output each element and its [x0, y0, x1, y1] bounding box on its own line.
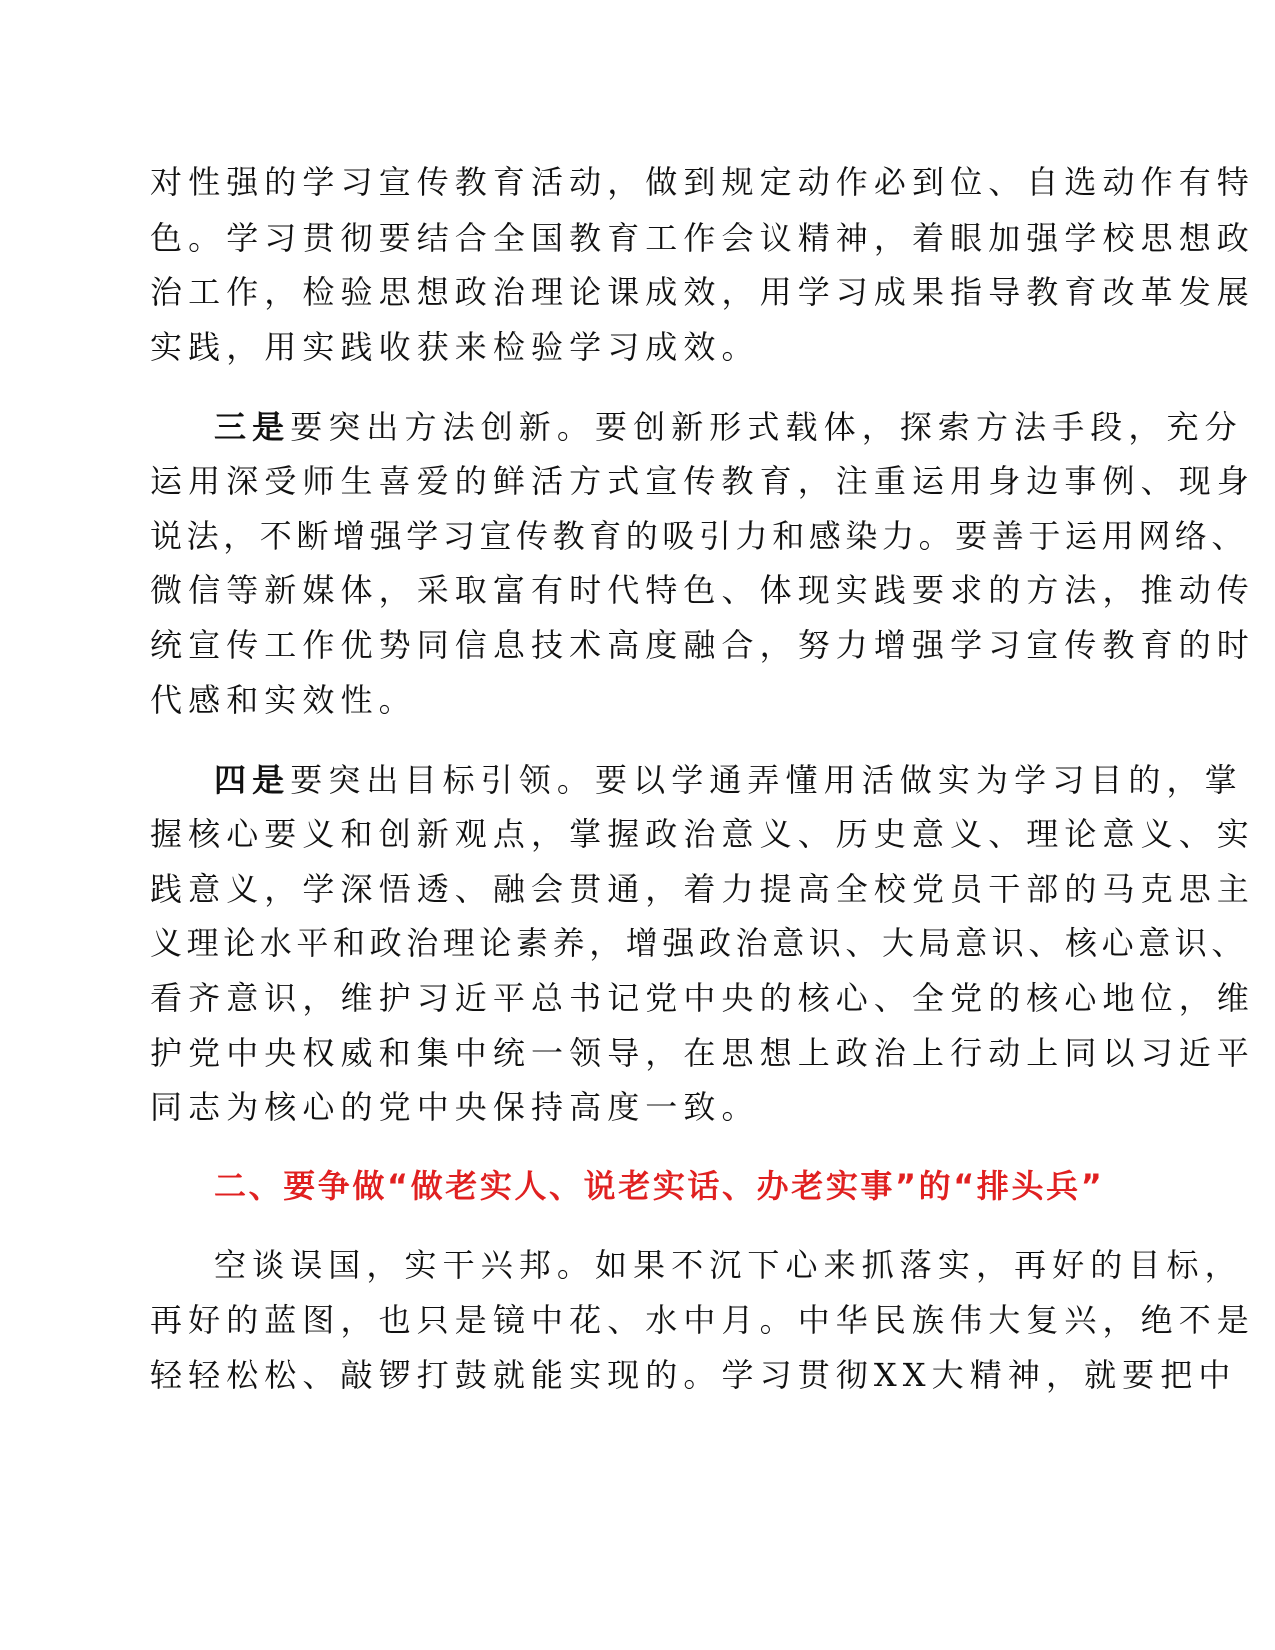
paragraph-line: 践意义，学深悟透、融会贯通，着力提高全校党员干部的马克思主	[150, 870, 1255, 908]
paragraph-line: 实践，用实践收获来检验学习成效。	[150, 328, 760, 366]
paragraph-line: 代感和实效性。	[150, 681, 417, 719]
paragraph-line: 握核心要义和创新观点，掌握政治意义、历史意义、理论意义、实	[150, 815, 1255, 853]
paragraph-line: 对性强的学习宣传教育活动，做到规定动作必到位、自选动作有特	[150, 163, 1255, 201]
paragraph-line: 看齐意识，维护习近平总书记党中央的核心、全党的核心地位，维	[150, 979, 1255, 1017]
paragraph-first-line-text: 要突出目标引领。要以学通弄懂用活做实为学习目的，掌	[290, 761, 1243, 799]
paragraph-line: 说法，不断增强学习宣传教育的吸引力和感染力。要善于运用网络、	[150, 517, 1249, 555]
paragraph-line: 护党中央权威和集中统一领导，在思想上政治上行动上同以习近平	[150, 1034, 1255, 1072]
paragraph-line: 色。学习贯彻要结合全国教育工作会议精神，着眼加强学校思想政	[150, 219, 1255, 257]
paragraph-line: 统宣传工作优势同信息技术高度融合，努力增强学习宣传教育的时	[150, 626, 1255, 664]
paragraph-line: 再好的蓝图，也只是镜中花、水中月。中华民族伟大复兴，绝不是	[150, 1301, 1255, 1339]
paragraph-line: 同志为核心的党中央保持高度一致。	[150, 1088, 760, 1126]
paragraph-first-line: 空谈误国，实干兴邦。如果不沉下心来抓落实，再好的目标，	[214, 1246, 1243, 1284]
paragraph-first-line	[214, 407, 1243, 447]
paragraph-lead: 三是	[214, 408, 291, 446]
paragraph-lead: 四是	[214, 761, 291, 799]
paragraph-first-line	[214, 760, 1243, 800]
paragraph-line: 微信等新媒体，采取富有时代特色、体现实践要求的方法，推动传	[150, 571, 1255, 609]
section-heading: 二、要争做“做老实人、说老实话、办老实事”的“排头兵”	[214, 1167, 1105, 1205]
paragraph-line: 治工作，检验思想政治理论课成效，用学习成果指导教育改革发展	[150, 273, 1255, 311]
paragraph-line: 运用深受师生喜爱的鲜活方式宣传教育，注重运用身边事例、现身	[150, 462, 1255, 500]
paragraph-line: 轻轻松松、敲锣打鼓就能实现的。学习贯彻XX大精神，就要把中	[150, 1356, 1237, 1394]
paragraph-first-line-text: 要突出方法创新。要创新形式载体，探索方法手段，充分	[290, 408, 1243, 446]
paragraph-line: 义理论水平和政治理论素养，增强政治意识、大局意识、核心意识、	[150, 924, 1249, 962]
